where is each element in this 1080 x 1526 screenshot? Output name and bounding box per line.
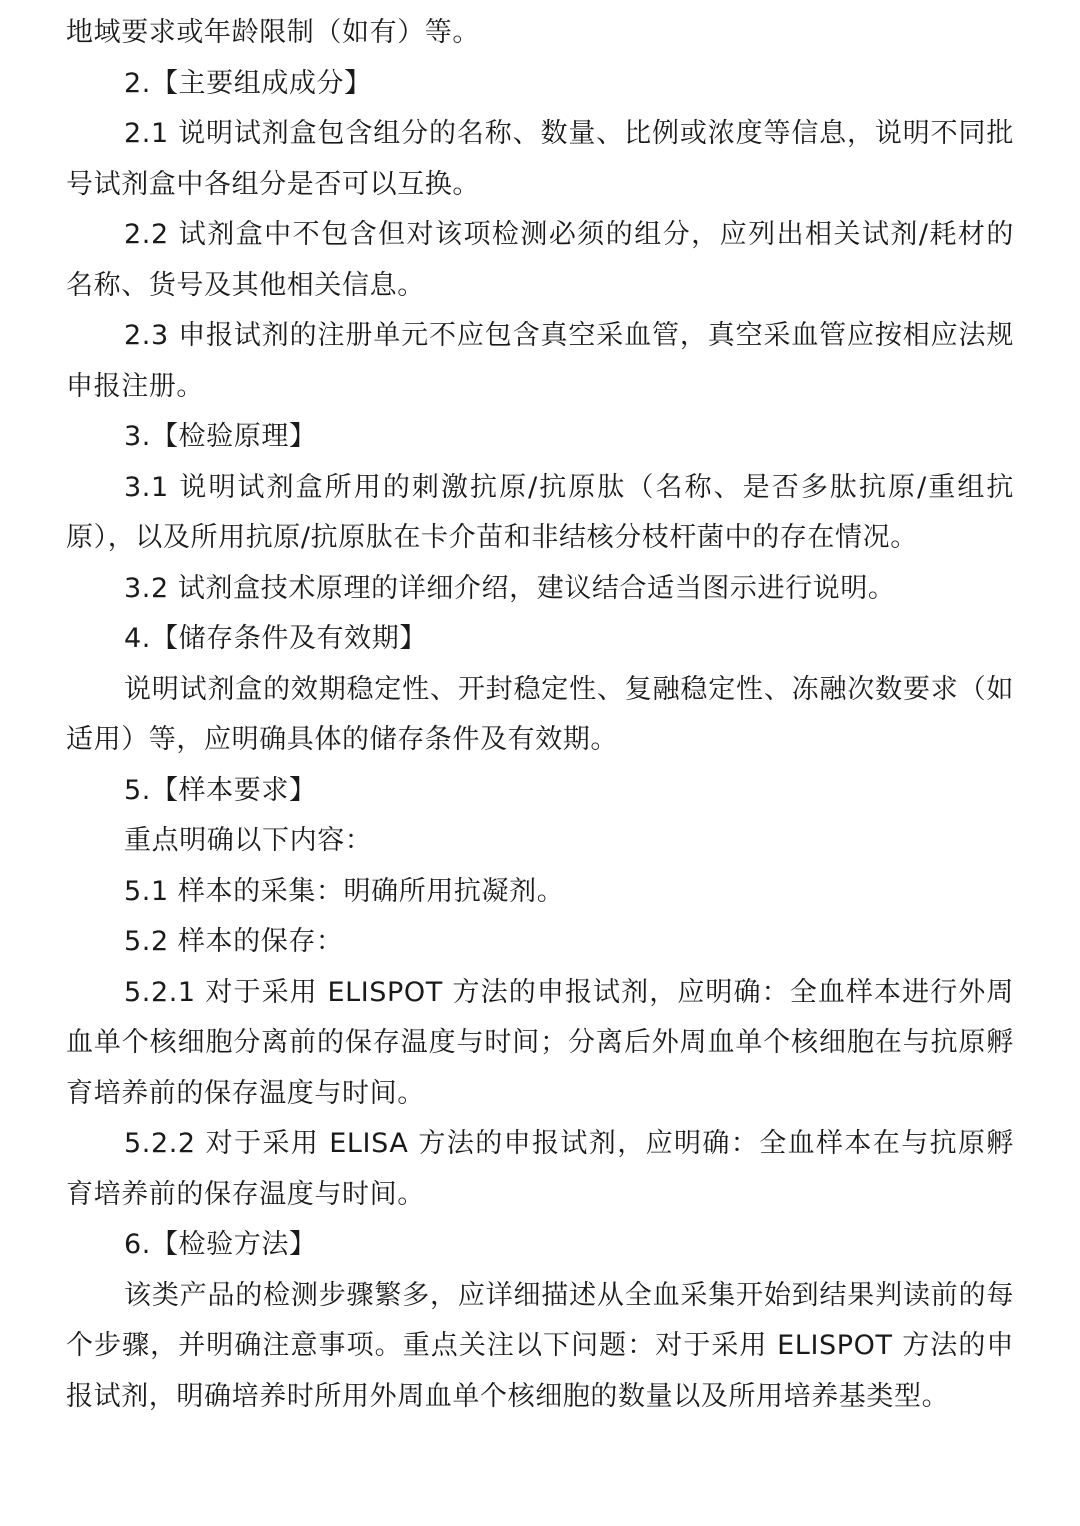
paragraph-3-2: 3.2 试剂盒技术原理的详细介绍，建议结合适当图示进行说明。 xyxy=(124,572,896,604)
paragraph-2-2: 2.2 试剂盒中不包含但对该项检测必须的组分，应列出相关试剂/耗材的名称、货号及其他相关信息。 xyxy=(66,219,1014,301)
paragraph-2-3: 2.3 申报试剂的注册单元不应包含真空采血管，真空采血管应按相应法规申报注册。 xyxy=(66,320,1014,402)
section-heading-3: 3.【检验原理】 xyxy=(124,421,317,452)
paragraph-4-body: 说明试剂盒的效期稳定性、开封稳定性、复融稳定性、冻融次数要求（如适用）等，应明确具体的储存条件及有效期。 xyxy=(66,673,1014,755)
section-heading-6: 6.【检验方法】 xyxy=(124,1229,317,1260)
paragraph-5-intro: 重点明确以下内容： xyxy=(124,825,373,856)
paragraph-5-2: 5.2 样本的保存： xyxy=(124,926,344,957)
section-heading-2: 2.【主要组成成分】 xyxy=(124,67,372,99)
section-heading-5: 5.【样本要求】 xyxy=(124,774,317,806)
paragraph-5-1: 5.1 样本的采集：明确所用抗凝剂。 xyxy=(124,875,565,907)
paragraph-2-1: 2.1 说明试剂盒包含组分的名称、数量、比例或浓度等信息，说明不同批号试剂盒中各组分是否可以互换。 xyxy=(66,118,1014,200)
paragraph-6-body: 该类产品的检测步骤繁多，应详细描述从全血采集开始到结果判读前的每个步骤，并明确注意事项。重点关注以下问题：对于采用 ELISPOT 方法的申报试剂，明确培养时所用外周血单个核细胞的数量以及所用培养基类型。 xyxy=(66,1279,1014,1412)
paragraph-5-2-2: 5.2.2 对于采用 ELISA 方法的申报试剂，应明确：全血样本在与抗原孵育培养前的保存温度与时间。 xyxy=(66,1128,1014,1210)
paragraph-5-2-1: 5.2.1 对于采用 ELISPOT 方法的申报试剂，应明确：全血样本进行外周血单个核细胞分离前的保存温度与时间；分离后外周血单个核细胞在与抗原孵育培养前的保存温度与时间。 xyxy=(66,976,1014,1109)
paragraph-continuation: 地域要求或年龄限制（如有）等。 xyxy=(66,17,480,48)
section-heading-4: 4.【储存条件及有效期】 xyxy=(124,623,427,654)
paragraph-3-1: 3.1 说明试剂盒所用的刺激抗原/抗原肽（名称、是否多肽抗原/重组抗原），以及所用抗原/抗原肽在卡介苗和非结核分枝杆菌中的存在情况。 xyxy=(66,471,1014,553)
